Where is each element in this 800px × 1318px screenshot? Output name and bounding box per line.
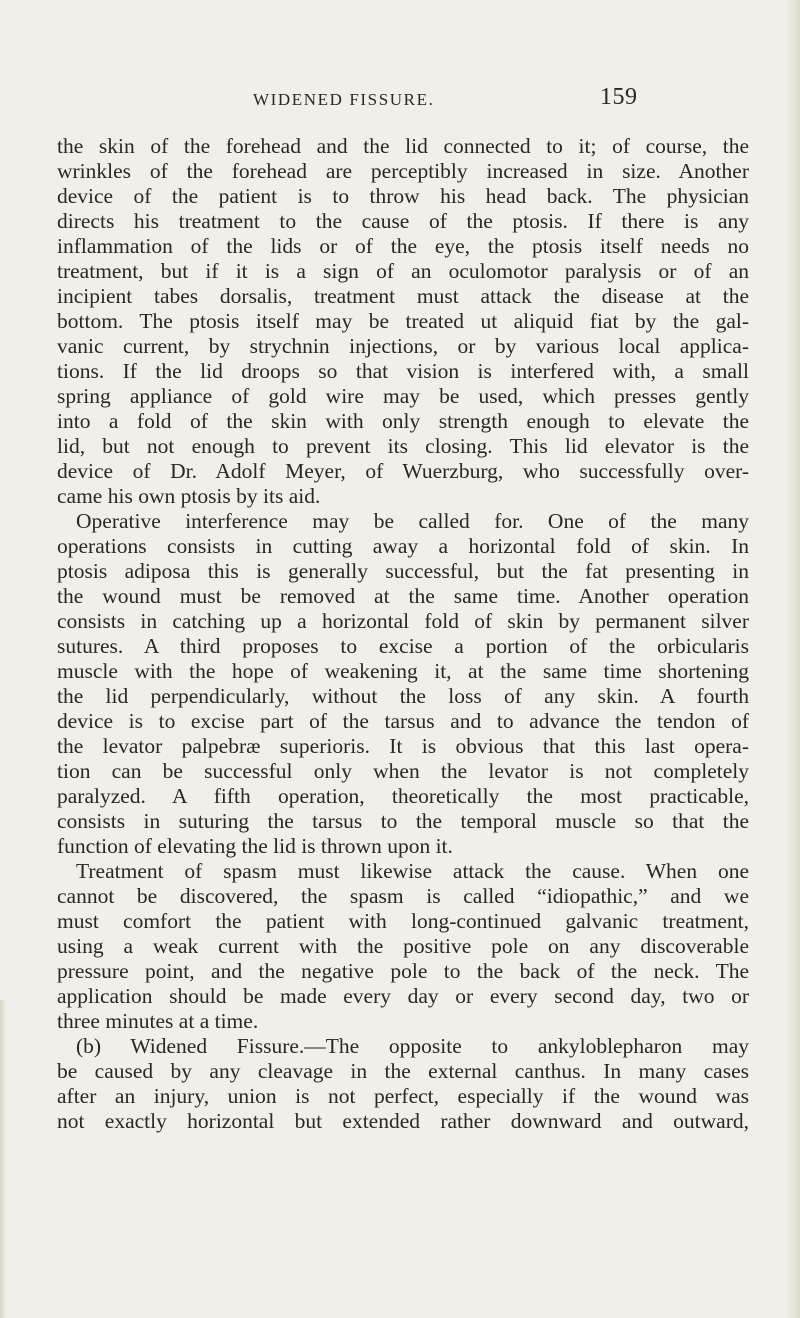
text-line: Treatment of spasm must likewise attack the cause. When one <box>76 859 749 883</box>
text-line: consists in suturing the tarsus to the temporal muscle so that the <box>57 809 749 833</box>
text-line: the wound must be removed at the same time. Another operation <box>57 584 749 608</box>
text-line: muscle with the hope of weakening it, at the same time shortening <box>57 659 749 683</box>
text-line: operations consists in cutting away a horizontal fold of skin. In <box>57 534 749 558</box>
text-line: bottom. The ptosis itself may be treated ut aliquid fiat by the gal- <box>57 309 749 333</box>
text-line: (b) Widened Fissure.—The opposite to ankyloblepharon may <box>76 1034 749 1058</box>
text-line: device of the patient is to throw his head back. The physician <box>57 184 749 208</box>
text-line: be caused by any cleavage in the external canthus. In many cases <box>57 1059 749 1083</box>
text-line: came his own ptosis by its aid. <box>57 484 321 508</box>
running-head <box>0 84 800 118</box>
page-edge-shading <box>786 0 800 1318</box>
body-text <box>57 134 749 1134</box>
text-line: after an injury, union is not perfect, especially if the wound was <box>57 1084 749 1108</box>
text-line: tions. If the lid droops so that vision is interfered with, a small <box>57 359 749 383</box>
text-line: device of Dr. Adolf Meyer, of Wuerzburg, who successfully over- <box>57 459 749 483</box>
text-line: pressure point, and the negative pole to the back of the neck. The <box>57 959 749 983</box>
gutter-shadow <box>0 1000 6 1318</box>
text-line: into a fold of the skin with only strength enough to elevate the <box>57 409 749 433</box>
text-line: the lid perpendicularly, without the loss of any skin. A fourth <box>57 684 749 708</box>
text-line: paralyzed. A fifth operation, theoretically the most practicable, <box>57 784 749 808</box>
text-line: ptosis adiposa this is generally successful, but the fat presenting in <box>57 559 749 583</box>
text-line: consists in catching up a horizontal fold of skin by permanent silver <box>57 609 749 633</box>
text-line: tion can be successful only when the levator is not completely <box>57 759 749 783</box>
running-title: WIDENED FISSURE. <box>253 90 435 109</box>
text-line: function of elevating the lid is thrown upon it. <box>57 834 453 858</box>
text-line: the levator palpebræ superioris. It is obvious that this last opera- <box>57 734 749 758</box>
text-line: treatment, but if it is a sign of an oculomotor paralysis or of an <box>57 259 749 283</box>
text-line: vanic current, by strychnin injections, or by various local applica- <box>57 334 749 358</box>
text-line: directs his treatment to the cause of the ptosis. If there is any <box>57 209 749 233</box>
text-line: device is to excise part of the tarsus and to advance the tendon of <box>57 709 749 733</box>
text-line: not exactly horizontal but extended rather downward and outward, <box>57 1109 749 1133</box>
text-line: sutures. A third proposes to excise a portion of the orbicularis <box>57 634 749 658</box>
text-line: Operative interference may be called for. One of the many <box>76 509 749 533</box>
text-line: application should be made every day or every second day, two or <box>57 984 749 1008</box>
text-line: the skin of the forehead and the lid connected to it; of course, the <box>57 134 749 158</box>
text-line: lid, but not enough to prevent its closing. This lid elevator is the <box>57 434 749 458</box>
text-line: wrinkles of the forehead are perceptibly increased in size. Another <box>57 159 749 183</box>
text-line: cannot be discovered, the spasm is called “idiopathic,” and we <box>57 884 749 908</box>
text-line: inflammation of the lids or of the eye, the ptosis itself needs no <box>57 234 749 258</box>
text-line: three minutes at a time. <box>57 1009 259 1033</box>
text-line: using a weak current with the positive pole on any discoverable <box>57 934 749 958</box>
page-number: 159 <box>600 84 638 110</box>
text-line: must comfort the patient with long-continued galvanic treatment, <box>57 909 749 933</box>
text-line: spring appliance of gold wire may be used, which presses gently <box>57 384 749 408</box>
text-line: incipient tabes dorsalis, treatment must attack the disease at the <box>57 284 749 308</box>
